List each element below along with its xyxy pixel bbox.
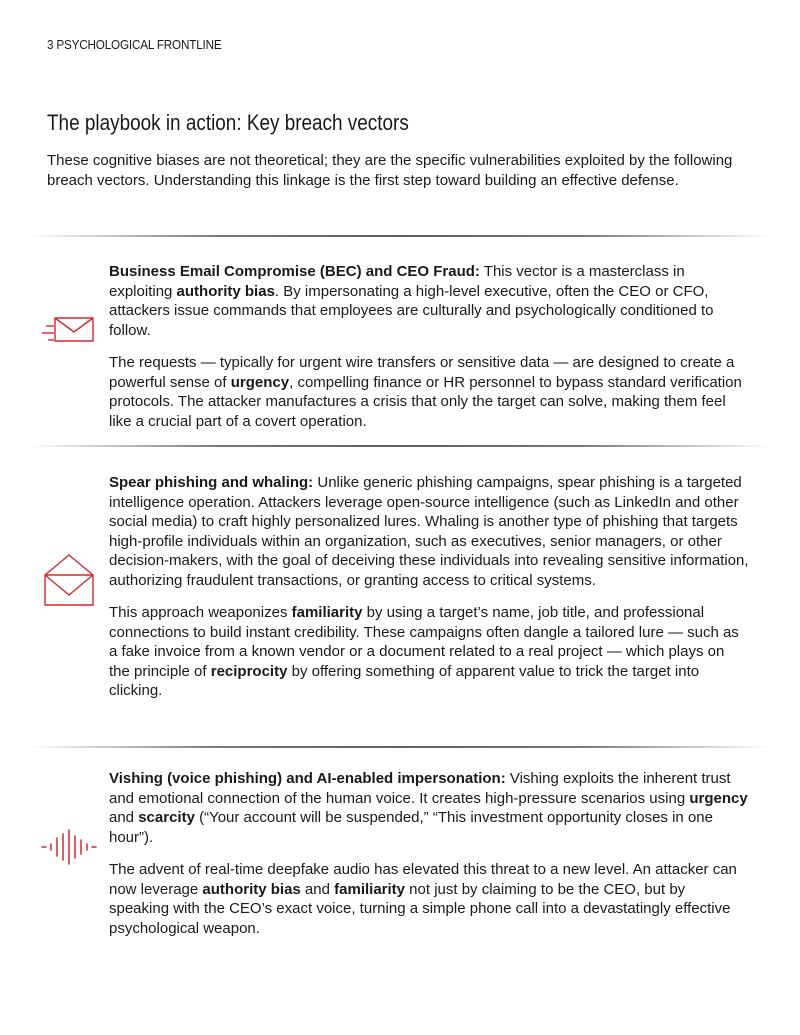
vishing-paragraph-1: Vishing (voice phishing) and AI-enabled impersonation: Vishing exploits the inherent trust and emotional connection of the human voice. It creates high-pressure scenarios using urgency and scarcity (“Your account will be suspended,” “This investment opportunity closes in one hour”). <box>109 770 748 846</box>
vishing-section <box>109 769 749 951</box>
vishing-paragraph-2: The advent of real-time deepfake audio has elevated this threat to a new level. An attacker can now leverage authority bias and familiarity not just by claiming to be the CEO, but by speaking with the CEO’s exact voice, turning a simple phone call into a devastatingly effective psychological weapon. <box>109 861 737 937</box>
section-divider <box>30 445 770 447</box>
bec-heading: Business Email Compromise (BEC) and CEO Fraud: <box>109 263 480 280</box>
email-fast-icon <box>40 314 96 346</box>
page-header: 3 PSYCHOLOGICAL FRONTLINE <box>47 37 222 52</box>
vishing-heading: Vishing (voice phishing) and AI-enabled impersonation: <box>109 770 506 787</box>
bec-section <box>109 262 749 444</box>
sound-wave-icon <box>40 828 98 866</box>
spear-phishing-paragraph-2: This approach weaponizes familiarity by using a target’s name, job title, and professional connections to build instant credibility. These campaigns often dangle a tailored lure — such as a fake invoice from a known vendor or a document related to a real project — which plays on the principle of reciprocity by offering something of apparent value to trick the target into clicking. <box>109 604 739 699</box>
section-divider <box>30 235 770 237</box>
open-envelope-icon <box>43 553 95 607</box>
intro-paragraph: These cognitive biases are not theoretical; they are the specific vulnerabilities exploited by the following breach vectors. Understanding this linkage is the first step toward building an effective defense. <box>47 152 733 189</box>
spear-phishing-section <box>109 473 749 714</box>
spear-phishing-heading: Spear phishing and whaling: <box>109 474 314 491</box>
bec-paragraph-1: Business Email Compromise (BEC) and CEO Fraud: This vector is a masterclass in exploiting authority bias. By impersonating a high-level executive, often the CEO or CFO, attackers issue commands that employees are culturally and psychologically conditioned to follow. <box>109 263 714 339</box>
spear-phishing-paragraph-1: Spear phishing and whaling: Unlike generic phishing campaigns, spear phishing is a targeted intelligence operation. Attackers leverage open-source intelligence (such as LinkedIn and other social media) to craft highly personalized lures. Whaling is another type of phishing that targets high-profile individuals within an organization, such as executives, senior managers, or other decision-makers, with the goal of deceiving these individuals into revealing sensitive information, authorizing fraudulent transactions, or granting access to critical systems. <box>109 474 749 589</box>
section-divider <box>30 746 770 748</box>
page-title: The playbook in action: Key breach vectors <box>47 110 409 135</box>
bec-paragraph-2: The requests — typically for urgent wire transfers or sensitive data — are designed to create a powerful sense of urgency, compelling finance or HR personnel to bypass standard verification protocols. The attacker manufactures a crisis that only the target can solve, making them feel like a crucial part of a covert operation. <box>109 354 742 430</box>
